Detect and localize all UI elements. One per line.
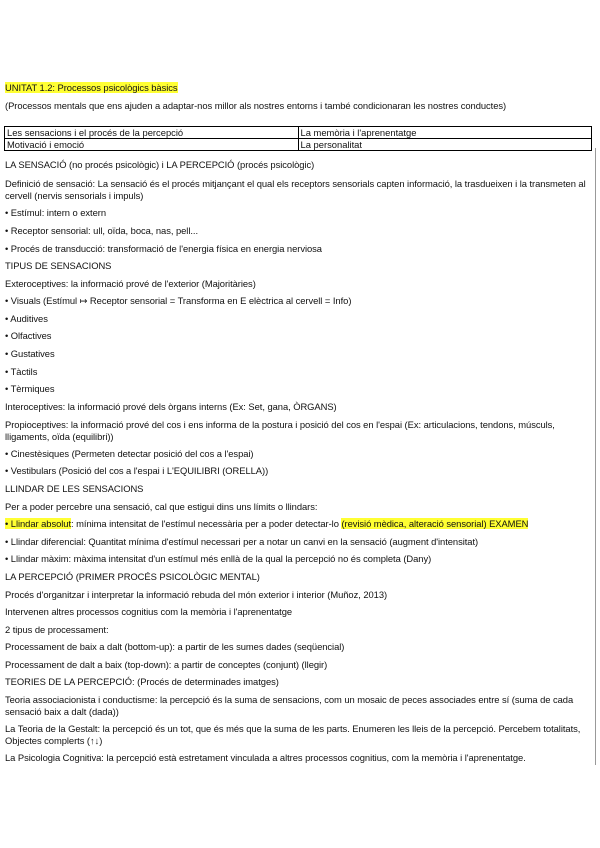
intervenen-text: Intervenen altres processos cognitius com la memòria i l'aprenentatge (5, 606, 293, 617)
topics-table (4, 126, 592, 151)
bullet-receptor: • Receptor sensorial: ull, oïda, boca, nas, pell... (5, 225, 199, 236)
bullet-termiques: • Tèrmiques (5, 383, 55, 394)
table-cell: La personalitat (298, 139, 592, 151)
table-cell: La memòria i l'aprenentatge (298, 127, 592, 139)
bullet-estimul: • Estímul: intern o extern (5, 207, 106, 218)
absolut-label: • Llindar absolut (5, 518, 72, 529)
absolut-highlight: (revisió mèdica, alteració sensorial) EXAMEN (341, 518, 529, 529)
definition-percepcio: Procés d'organitzar i interpretar la informació rebuda del món exterior i interior (Muñoz, 2013) (5, 589, 388, 600)
title-highlight: UNITAT 1.2: Processos psicològics bàsics (5, 82, 178, 93)
processament-baix-dalt: Processament de baix a dalt (bottom-up): a partir de les sumes dades (seqüencial) (5, 641, 345, 652)
right-margin-rule (595, 148, 596, 765)
table-cell: Motivació i emoció (5, 139, 299, 151)
bullet-vestibulars: • Vestibulars (Posició del cos a l'espai i L'EQUILIBRI (ORELLA)) (5, 465, 269, 476)
bullet-transduccio: • Procés de transducció: transformació de l'energia física en energia nerviosa (5, 243, 322, 254)
psicologia-cognitiva: La Psicologia Cognitiva: la percepció està estretament vinculada a altres processos cognitius, com la memòria i l'aprenentatge. (5, 752, 526, 763)
definition-sensacio: Definició de sensació: La sensació és el procés mitjançant el qual els receptors sensorials capten informació, la trasdueixen i la transmeten al cervell (nervis sensorials i impuls) (5, 178, 586, 201)
intro-text: (Processos mentals que ens ajuden a adaptar-nos millor als nostres entorns i també condicionaran les nostres conductes) (5, 100, 507, 111)
propioceptives-text: Propioceptives: la informació prové del cos i ens informa de la postura i posició del cos en l'espai (Ex: articulacions, tendons, músculs, lligaments, oïda (equilibri)) (5, 419, 555, 442)
heading-percepcio: LA PERCEPCIÓ (PRIMER PROCÉS PSICOLÒGIC MENTAL) (5, 571, 260, 582)
heading-teories: TEORIES DE LA PERCEPCIÓ: (Procés de determinades imatges) (5, 676, 279, 687)
table-row (5, 139, 592, 151)
bullet-diferencial: • Llindar diferencial: Quantitat mínima d'estímul necessari per a notar un canvi en la sensació (augment d'intensitat) (5, 536, 479, 547)
tipus-processament: 2 tipus de processament: (5, 624, 109, 635)
bullet-auditives: • Auditives (5, 313, 48, 324)
heading-sensacio: LA SENSACIÓ (no procés psicològic) i LA PERCEPCIÓ (procés psicològic) (5, 159, 315, 170)
teoria-associacionista: Teoria associacionista i conductisme: la percepció és la suma de sensacions, com un mosaic de peces associades entre sí (suma de cada sensació baix a dalt (dada)) (5, 694, 574, 717)
bullet-absolut (5, 518, 593, 530)
bullet-visuals: • Visuals (Estímul ↦ Receptor sensorial = Transforma en E elèctrica al cervell = Info) (5, 295, 352, 306)
table-cell: Les sensacions i el procés de la percepció (5, 127, 299, 139)
absolut-text: : mínima intensitat de l'estímul necessària per a poder detectar-lo (71, 518, 342, 529)
bullet-olfactives: • Olfactives (5, 330, 52, 341)
table-row (5, 127, 592, 139)
exteroceptives-text: Exteroceptives: la informació prové de l'exterior (Majoritàries) (5, 278, 256, 289)
page-title (5, 82, 593, 94)
teoria-gestalt: La Teoria de la Gestalt: la percepció és un tot, que és més que la suma de les parts. Enumeren les lleis de la percepció. Percebem totalitats, Objectes complerts (↑↓) (5, 723, 581, 746)
heading-llindar: LLINDAR DE LES SENSACIONS (5, 483, 144, 494)
bullet-cinestesiques: • Cinestèsiques (Permeten detectar posició del cos a l'espai) (5, 448, 254, 459)
bullet-gustatives: • Gustatives (5, 348, 55, 359)
interoceptives-text: Interoceptives: la informació prové dels òrgans interns (Ex: Set, gana, ÒRGANS) (5, 401, 337, 412)
bullet-maxim: • Llindar màxim: màxima intensitat d'un estímul més enllà de la qual la percepció no és completa (Dany) (5, 553, 432, 564)
processament-dalt-baix: Processament de dalt a baix (top-down): a partir de conceptes (conjunt) (llegir) (5, 659, 328, 670)
llindar-intro: Per a poder percebre una sensació, cal que estigui dins uns límits o llindars: (5, 501, 318, 512)
heading-tipus: TIPUS DE SENSACIONS (5, 260, 112, 271)
bullet-tactils: • Tàctils (5, 366, 38, 377)
